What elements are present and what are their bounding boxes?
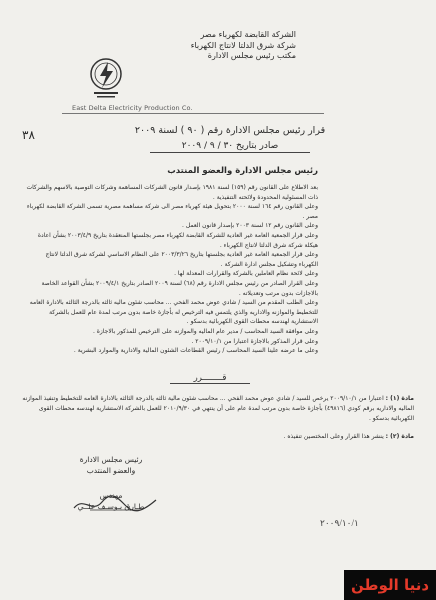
org-line: الشركة القابضة لكهرباء مصر	[200, 30, 296, 39]
article-2	[22, 432, 414, 442]
header-divider	[62, 113, 324, 114]
issuer-heading: رئيس مجلس الادارة والعضو المنتدب	[167, 166, 318, 176]
org-line: شركة شرق الدلتا لانتاج الكهرباء	[190, 40, 296, 50]
preamble-paragraph: وعلى موافقة السيد المحاسب / مدير عام الماليه والموازنه على الترخيص للمذكور بالاجازة .	[92, 327, 318, 335]
preamble-body	[26, 183, 318, 356]
signature-line: والعضو المنتدب	[86, 466, 136, 475]
decision-title: قرار رئيس مجلس الادارة رقم ( ٩٠ ) لسنة ٢٠٠٩	[134, 125, 326, 136]
preamble-paragraph: وعلى القرار الصادر من رئيس مجلس الادارة رقم (٦٨) لسنة ٢٠٠٩ الصادر بتاريخ ٢٠٠٩/٤/١ بشأن القواعد الخاصة بالاجازات بدون مرتب وتعديلاته .	[41, 279, 318, 297]
preamble-paragraph: وعلى قرار الجمعية العامة غير العادية للشركة القابضة لكهرباء مصر بجلستها المنعقدة بتاريخ ٢٠٠٣/٤/٩ بشأن اعادة هيكلة شركة شرق الدلتا لانتاج الكهرباء .	[37, 231, 318, 249]
decision-heading: قــــــــرر	[170, 373, 250, 384]
preamble-paragraph: وعلى قرار المذكور بالاجازة اعتبارا من ٢٠٠٩/١٠/١ .	[191, 337, 318, 345]
signature-line: رئيس مجلس الادارة	[79, 455, 143, 464]
preamble-paragraph: وعلى القانون رقم ١٦٤ لسنة ٢٠٠٠ بتحويل هيئة كهرباء مصر الى شركة مساهمة مصرية تسمى الشركة القابضة لكهرباء مصر .	[26, 203, 318, 220]
article-2-text: ينشر هذا القرار وعلى المختصين تنفيذه .	[283, 433, 384, 440]
company-logo-icon	[88, 56, 124, 100]
preamble-paragraph: وعلى لائحة نظام العاملين بالشركة والقرارات المعدلة لها .	[174, 270, 318, 278]
preamble-paragraph: بعد الاطلاع على القانون رقم (١٥٩) لسنة ١٩٨١ بإصدار قانون الشركات المساهمة وشركات التوصية بالاسهم والشركات ذات المسئولية المحدودة ولائحته التنفيذية .	[26, 184, 318, 201]
preamble-paragraph: وعلى الطلب المقدم من السيد / شادي عوض محمد الفحي ... محاسب شئون ماليه ثالثه بالدرجة الثالثه بالادارة العامه للتخطيط والموازنه والاداريه والذي يلتمس فيه الترخيص له بأجازة خاصة بدون مرتب لمدة عام للعمل بالشركة الاستشارية لهندسه محطات القوى الكهربائية بدسكو .	[29, 299, 318, 326]
decision-date: صادر بتاريخ ٣٠ / ٩ / ٢٠٠٩	[150, 141, 310, 153]
handwritten-date-note: ٢٠٠٩/١٠/١	[320, 518, 359, 528]
preamble-paragraph: وعلى قرار الجمعية العامة غير العادية بجلستها بتاريخ ٢٠٠٣/٣/٢٦ على النظام الاساسي لشركة شرق الدلتا لانتاج الكهرباء وتشكيل مجلس ادارة الشركة .	[45, 251, 318, 268]
article-2-label: مادة (٢) :	[385, 433, 414, 440]
article-1	[22, 394, 414, 424]
article-1-label: مادة (١) :	[385, 395, 414, 402]
signature-name: طـارق يـوسـف علــي	[77, 502, 145, 511]
site-watermark: دنيا الوطن	[344, 570, 436, 600]
organization-header	[126, 30, 296, 62]
article-1-text: اعتبارا من ٢٠٠٩/١٠/١ يرخص للسيد / شادي عوض محمد الفحي ... محاسب شئون مالية ثالثه بالدرجة الثالثه بالادارة العامه للتخطيط وتنفيذ الموازنه الماليه والاداريه برقم كودي (٤٩٨١٦) بأجازة خاصة بدون مرتب لمدة عام على أن ينتهي في ٢٠١٠/٩/٣٠ للعمل بالشركة الاستشارية لهندسه محطات القوى الكهربائية بدسكو .	[22, 395, 414, 422]
company-name-english: East Delta Electricity Production Co.	[72, 104, 193, 112]
org-line: مكتب رئيس مجلس الادارة	[207, 51, 296, 60]
page-number: ٣٨	[22, 128, 35, 142]
signature-line: مهندس	[99, 491, 123, 500]
handwritten-signature-icon	[70, 492, 160, 516]
signature-spacer	[56, 476, 166, 490]
preamble-paragraph: وعلى ما عرضه علينا السيد المحاسب / رئيس القطاعات الشئون المالية والادارية والموارد البشرية .	[73, 347, 318, 355]
preamble-paragraph: وعلى القانون رقم ١٢ لسنة ٢٠٠٣ بإصدار قانون العمل .	[182, 222, 318, 230]
